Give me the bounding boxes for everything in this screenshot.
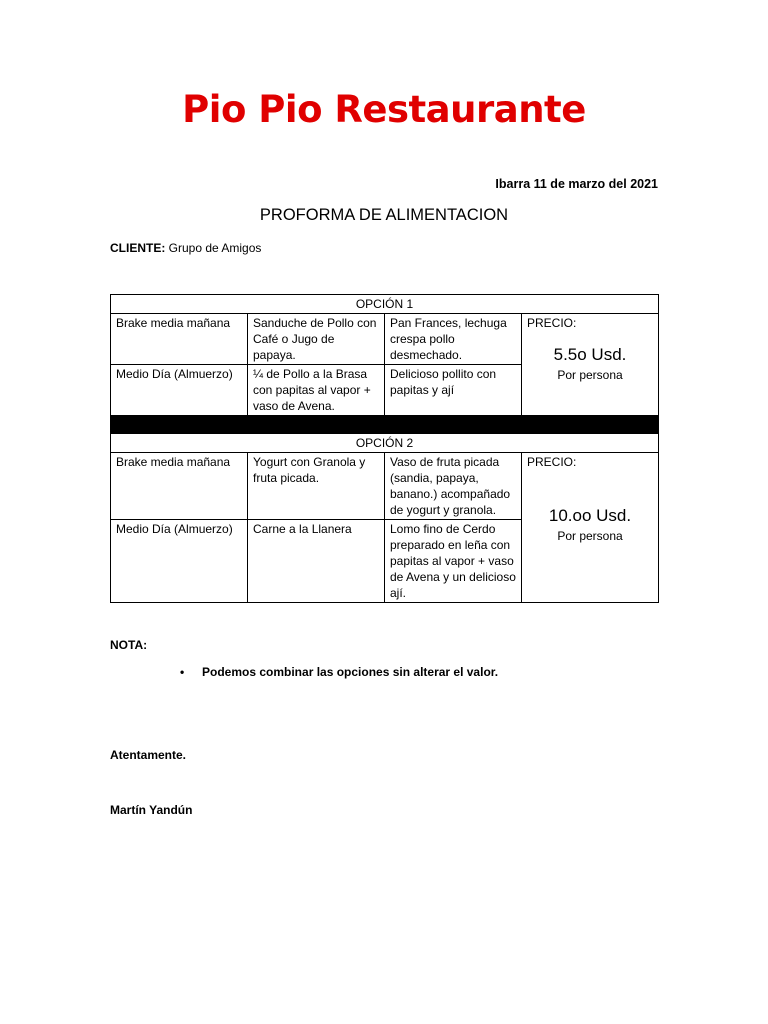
price-label: PRECIO: <box>527 316 577 330</box>
item-cell: Sanduche de Pollo con Café o Jugo de papaya. <box>248 314 385 365</box>
table-row <box>111 453 659 520</box>
closing-text: Atentamente. <box>110 748 187 762</box>
meal-cell: Brake media mañana <box>111 453 248 520</box>
table-row <box>111 314 659 365</box>
option-1-title: OPCIÓN 1 <box>111 295 659 314</box>
signer-name: Martín Yandún <box>110 803 193 817</box>
item-cell: ¼ de Pollo a la Brasa con papitas al vapor + vaso de Avena. <box>248 365 385 416</box>
note-text: Podemos combinar las opciones sin alterar el valor. <box>202 665 499 679</box>
item-cell: Vaso de fruta picada (sandia, papaya, banano.) acompañado de yogurt y granola. <box>385 453 522 520</box>
notes-label: NOTA: <box>110 638 148 652</box>
bullet-icon: • <box>180 665 185 679</box>
price-cell <box>522 314 659 416</box>
client-value: Grupo de Amigos <box>165 241 262 255</box>
price-value: 5.5o Usd. <box>553 345 627 364</box>
meal-cell: Medio Día (Almuerzo) <box>111 365 248 416</box>
item-cell: Pan Frances, lechuga crespa pollo desmechado. <box>385 314 522 365</box>
item-cell: Yogurt con Granola y fruta picada. <box>248 453 385 520</box>
price-value: 10.oo Usd. <box>548 506 632 525</box>
option-2-title: OPCIÓN 2 <box>111 434 659 453</box>
price-cell <box>522 453 659 603</box>
list-item <box>180 665 498 679</box>
client-label: CLIENTE: <box>110 241 166 255</box>
option-2-header-row <box>111 434 659 453</box>
price-label: PRECIO: <box>527 455 577 469</box>
separator-row <box>111 416 659 434</box>
restaurant-title: Pio Pio Restaurante <box>182 88 586 131</box>
document-heading: PROFORMA DE ALIMENTACION <box>259 206 509 224</box>
menu-table <box>110 294 659 603</box>
item-cell: Carne a la Llanera <box>248 520 385 603</box>
separator-bar <box>111 416 659 434</box>
item-cell: Lomo fino de Cerdo preparado en leña con papitas al vapor + vaso de Avena y un delicioso ají. <box>385 520 522 603</box>
item-cell: Delicioso pollito con papitas y ají <box>385 365 522 416</box>
client-line <box>110 241 261 255</box>
meal-cell: Brake media mañana <box>111 314 248 365</box>
option-1-header-row <box>111 295 659 314</box>
document-date: Ibarra 11 de marzo del 2021 <box>495 177 658 191</box>
price-unit: Por persona <box>557 368 623 382</box>
price-unit: Por persona <box>557 529 623 543</box>
meal-cell: Medio Día (Almuerzo) <box>111 520 248 603</box>
